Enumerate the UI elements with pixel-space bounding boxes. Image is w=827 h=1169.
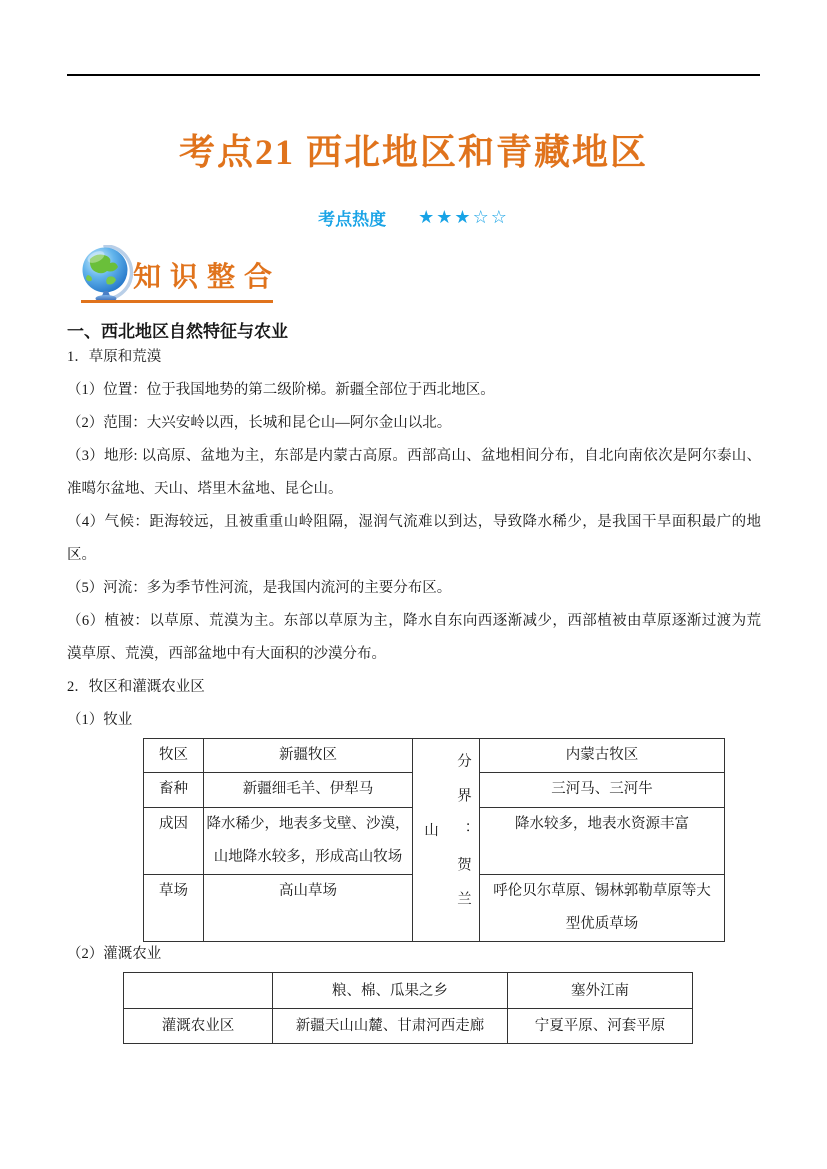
- cell-line: 山地降水较多，形成高山牧场: [213, 849, 403, 865]
- value-cell: 新疆天山山麓、甘肃河西走廊: [273, 1009, 508, 1044]
- inner-mongolia-cell: 内蒙古牧区: [480, 739, 725, 773]
- column-header: 塞外江南: [508, 973, 693, 1009]
- header-rule: [67, 74, 760, 76]
- inner-mongolia-cell: [480, 875, 725, 942]
- body-line: （1）位置：位于我国地势的第二级阶梯。新疆全部位于西北地区。: [67, 382, 495, 398]
- body-text: [67, 341, 761, 737]
- empty-cell: [124, 973, 273, 1009]
- body-line: 漠草原、荒漠，西部盆地中有大面积的沙漠分布。: [67, 646, 386, 662]
- page-title: 考点21 西北地区和青藏地区: [178, 132, 648, 172]
- section-heading: 一、西北地区自然特征与农业: [67, 322, 288, 341]
- heat-rating-row: [0, 205, 827, 230]
- body-line: （5）河流：多为季节性河流，是我国内流河的主要分布区。: [67, 580, 452, 596]
- body-line: 1．草原和荒漠: [67, 349, 162, 365]
- irrigation-subheading: （2）灌溉农业: [67, 946, 162, 962]
- row-label: 草场: [144, 875, 204, 942]
- pasture-table: [143, 738, 725, 942]
- globe-icon: [80, 245, 136, 303]
- body-line: （6）植被：以草原、荒漠为主。东部以草原为主，降水自东向西逐渐减少，西部植被由草原逐渐过渡为荒: [67, 613, 761, 629]
- vertical-divider-text: 分界：贺兰山: [422, 752, 471, 926]
- star-rating-icon: ★★★☆☆: [418, 207, 509, 228]
- row-label: 牧区: [144, 739, 204, 773]
- cell-line: 呼伦贝尔草原、锡林郭勒草原等大: [493, 883, 711, 899]
- divider-cell: [413, 739, 480, 942]
- xinjiang-cell: [204, 808, 413, 875]
- inner-mongolia-cell: 降水较多，地表水资源丰富: [480, 808, 725, 875]
- row-label: 灌溉农业区: [124, 1009, 273, 1044]
- heat-label: 考点热度: [318, 210, 387, 229]
- row-label: 畜种: [144, 773, 204, 808]
- cell-line: 降水稀少，地表多戈壁、沙漠，: [206, 816, 410, 832]
- table-header-row: [124, 973, 693, 1009]
- body-line: 准噶尔盆地、天山、塔里木盆地、昆仑山。: [67, 481, 343, 497]
- cell-line: 型优质草场: [565, 916, 639, 932]
- table-row: [124, 1009, 693, 1044]
- section-banner-title: 知识整合: [133, 261, 282, 292]
- body-line: （2）范围：大兴安岭以西，长城和昆仑山—阿尔金山以北。: [67, 415, 452, 431]
- table-row: [144, 739, 725, 773]
- column-header: 粮、棉、瓜果之乡: [273, 973, 508, 1009]
- body-line: （1）牧业: [67, 712, 133, 728]
- body-line: （4）气候：距海较远，且被重重山岭阻隔，湿润气流难以到达，导致降水稀少，是我国干旱面积最广的地: [67, 514, 761, 530]
- xinjiang-cell: 新疆细毛羊、伊犁马: [204, 773, 413, 808]
- row-label: 成因: [144, 808, 204, 875]
- value-cell: 宁夏平原、河套平原: [508, 1009, 693, 1044]
- body-line: （3）地形: 以高原、盆地为主，东部是内蒙古高原。西部高山、盆地相间分布，自北向南依次是阿尔泰山、: [67, 448, 761, 464]
- body-line: 2．牧区和灌溉农业区: [67, 679, 205, 695]
- xinjiang-cell: 高山草场: [204, 875, 413, 942]
- inner-mongolia-cell: 三河马、三河牛: [480, 773, 725, 808]
- irrigation-table: [123, 972, 693, 1044]
- xinjiang-cell: 新疆牧区: [204, 739, 413, 773]
- section-banner-rule: [81, 300, 273, 303]
- body-line: 区。: [67, 547, 96, 563]
